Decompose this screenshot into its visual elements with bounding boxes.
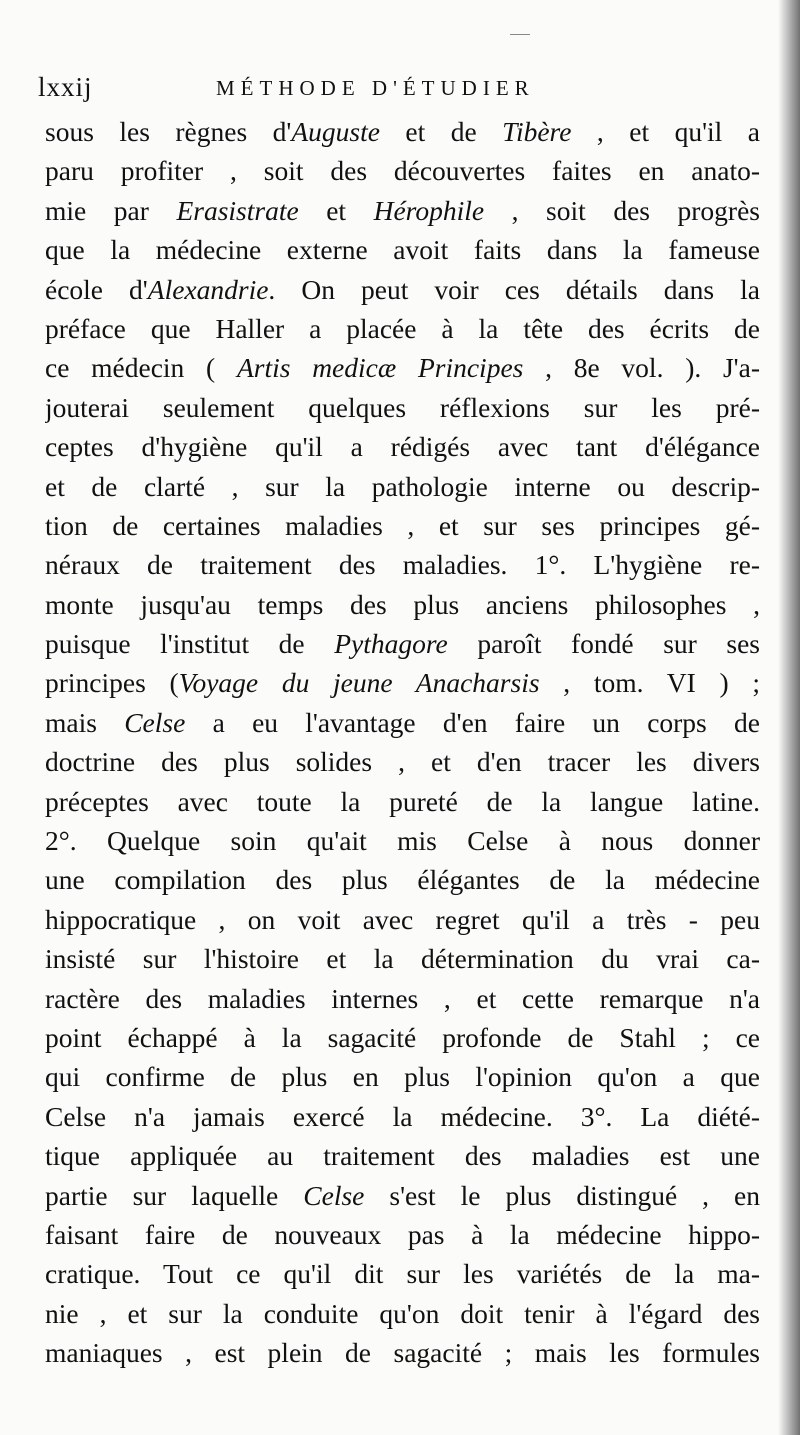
text-line — [45, 1057, 760, 1096]
text-line — [45, 585, 760, 624]
italic-segment: Hérophile — [373, 194, 485, 226]
text-segment: s'est le plus distingué , en — [364, 1179, 760, 1211]
text-line — [45, 860, 760, 899]
text-segment: insisté sur l'histoire et la détermination du vrai ca- — [45, 943, 760, 975]
text-segment: et de clarté , sur la pathologie interne ou descrip- — [45, 470, 760, 502]
text-segment: ractère des maladies internes , et cette remarque n'a — [45, 982, 760, 1014]
text-line — [45, 1333, 760, 1372]
text-segment: néraux de traitement des maladies. 1°. L'hygiène re- — [45, 549, 760, 581]
running-head — [38, 72, 778, 106]
top-mark — [510, 34, 530, 35]
text-line — [45, 270, 760, 309]
italic-segment: Celse — [124, 706, 186, 738]
text-segment: ce médecin ( — [45, 352, 237, 384]
text-line — [45, 151, 760, 190]
text-segment: jouterai seulement quelques réflexions sur les pré- — [45, 391, 760, 423]
text-segment: 2°. Quelque soin qu'ait mis Celse à nous donner — [45, 825, 760, 857]
text-line — [45, 1176, 760, 1215]
text-line — [45, 545, 760, 584]
text-segment: hippocratique , on voit avec regret qu'il a très - peu — [45, 903, 760, 935]
text-line — [45, 821, 760, 860]
italic-segment: Alexandrie — [147, 273, 269, 305]
text-segment: , et qu'il a — [571, 116, 760, 147]
text-line — [45, 1215, 760, 1254]
text-line — [45, 1294, 760, 1333]
text-segment: principes ( — [45, 667, 179, 699]
text-segment: faisant faire de nouveaux pas à la médecine hippo- — [45, 1218, 760, 1250]
text-line — [45, 624, 760, 663]
text-segment: tique appliquée au traitement des maladies est une — [45, 1140, 760, 1172]
text-segment: et — [298, 194, 374, 226]
text-segment: , tom. VI ) ; — [539, 667, 760, 699]
text-segment: qui confirme de plus en plus l'opinion qu'on a que — [45, 1061, 760, 1093]
text-segment: sous les règnes d' — [45, 116, 292, 147]
running-title: MÉTHODE D'ÉTUDIER — [216, 76, 535, 100]
text-line — [45, 191, 760, 230]
text-segment: , soit des progrès — [484, 194, 760, 226]
text-line — [45, 900, 760, 939]
text-line — [45, 112, 760, 151]
text-line — [45, 427, 760, 466]
text-segment: paroît fondé sur ses — [447, 628, 760, 660]
text-segment: point échappé à la sagacité profonde de Stahl ; ce — [45, 1021, 760, 1053]
text-line — [45, 1254, 760, 1293]
text-segment: préface que Haller a placée à la tête des écrits de — [45, 312, 760, 344]
italic-segment: Artis medicæ Principes — [236, 352, 524, 384]
text-segment: Celse n'a jamais exercé la médecine. 3°. La diété- — [45, 1100, 760, 1132]
text-line — [45, 1097, 760, 1136]
text-segment: maniaques , est plein de sagacité ; mais les formules — [45, 1337, 760, 1369]
text-line — [45, 1136, 760, 1175]
text-segment: et de — [379, 116, 503, 147]
text-segment: cratique. Tout ce qu'il dit sur les variétés de la ma- — [45, 1258, 760, 1290]
italic-segment: Auguste — [291, 116, 380, 147]
italic-segment: Erasistrate — [176, 194, 299, 226]
text-line — [45, 230, 760, 269]
text-segment: une compilation des plus élégantes de la médecine — [45, 864, 760, 896]
text-line — [45, 1018, 760, 1057]
text-line — [45, 309, 760, 348]
text-segment: école d' — [45, 273, 148, 305]
body-text — [45, 112, 760, 1373]
text-segment: partie sur laquelle — [45, 1179, 304, 1211]
text-line — [45, 467, 760, 506]
text-line — [45, 703, 760, 742]
text-segment: puisque l'institut de — [45, 628, 335, 660]
page-number: lxxij — [38, 72, 93, 102]
text-segment: a eu l'avantage d'en faire un corps de — [185, 706, 760, 738]
text-segment: mais — [45, 706, 125, 738]
text-line — [45, 939, 760, 978]
text-line — [45, 506, 760, 545]
text-line — [45, 979, 760, 1018]
italic-segment: Celse — [303, 1179, 365, 1211]
text-line — [45, 782, 760, 821]
text-segment: préceptes avec toute la pureté de la langue latine. — [45, 785, 760, 817]
text-segment: monte jusqu'au temps des plus anciens philosophes , — [45, 588, 760, 620]
page-gutter-shadow — [778, 0, 800, 1435]
text-line — [45, 742, 760, 781]
italic-segment: Voyage du jeune Anacharsis — [178, 667, 540, 699]
text-segment: que la médecine externe avoit faits dans la fameuse — [45, 234, 760, 266]
italic-segment: Tibère — [502, 116, 572, 147]
text-segment: tion de certaines maladies , et sur ses principes gé- — [45, 509, 760, 541]
text-segment: . On peut voir ces détails dans la — [268, 273, 760, 305]
italic-segment: Pythagore — [334, 628, 448, 660]
text-segment: mie par — [45, 194, 177, 226]
text-segment: nie , et sur la conduite qu'on doit tenir à l'égard des — [45, 1297, 760, 1329]
text-segment: ceptes d'hygiène qu'il a rédigés avec tant d'élégance — [45, 431, 760, 463]
text-segment: paru profiter , soit des découvertes faites en anato- — [45, 155, 760, 187]
text-segment: doctrine des plus solides , et d'en tracer les divers — [45, 746, 760, 778]
text-line — [45, 663, 760, 702]
text-line — [45, 388, 760, 427]
text-line — [45, 348, 760, 387]
text-segment: , 8e vol. ). J'a- — [523, 352, 760, 384]
